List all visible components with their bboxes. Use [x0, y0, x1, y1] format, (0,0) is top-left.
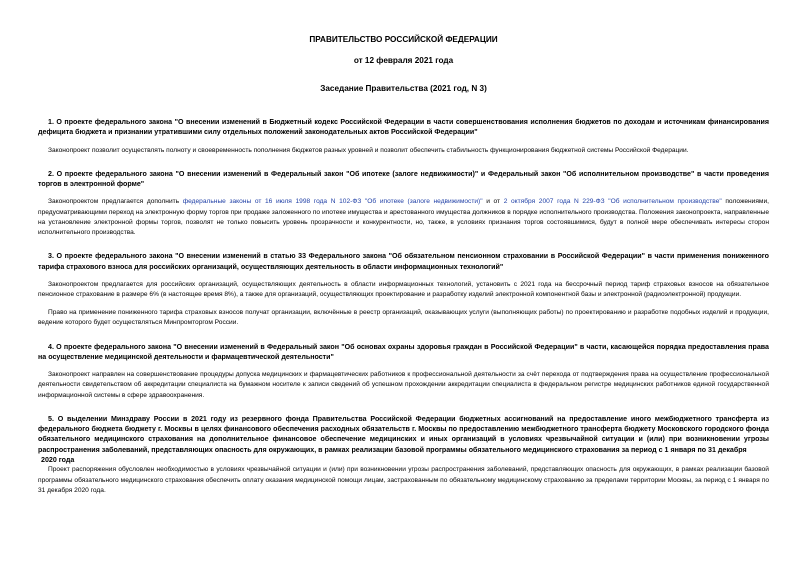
item-5-title: 5. О выделении Минздраву России в 2021 году из резервного фонда Правительства Российской Федерации бюджетных ассигнований на предоставление иного межбюджетного трансферта из федерального бюджета бюджету г. Москвы в целях финансового обеспечения расходных обязательств г. Москвы по предоставлению межбюджетного трансферта бюджету Московского городского фонда обязательного медицинского страхования на дополнительное финансовое обеспечение медицинских и иных организаций в условиях чрезвычайной ситуации и (или) при возникновении угрозы распространения заболеваний, представляющих опасность для окружающих, в рамках реализации базовой программы обязательного медицинского страхования за период с 1 января по 31 декабря: [38, 414, 769, 454]
law-link-229fz[interactable]: 2 октября 2007 года N 229-ФЗ "Об исполнительном производстве": [503, 198, 722, 206]
item-5-year: 2020 года: [41, 456, 75, 464]
law-link-102fz[interactable]: федеральные законы от 16 июля 1998 года N 102-ФЗ "Об ипотеке (залоге недвижимости)": [182, 198, 483, 206]
item-5-body: Проект распоряжения обусловлен необходимостью в условиях чрезвычайной ситуации и (или) при возникновении угрозы распространения заболеваний, представляющих опасность для окружающих, в рамках реализации базовой программы обязательного медицинского страхования обеспечить оплату оказания медицинской помощи лицам, застрахованным по обязательному медицинскому страхованию за пределами территории Москвы, за период с 1 января по 31 декабря 2020 года.: [38, 466, 769, 494]
item-4-title: 4. О проекте федерального закона "О внесении изменений в Федеральный закон "Об основах охраны здоровья граждан в Российской Федерации" в части, касающейся порядка предоставления права на осуществление медицинской деятельности и фармацевтической деятельности": [38, 342, 769, 361]
document-date: от 12 февраля 2021 года: [353, 56, 454, 65]
item-3-body-2: Право на применение пониженного тарифа страховых взносов получат организации, включённые в реестр организаций, оказывающих услуги (выполняющих работы) по проектированию и разработке подобных изделий и продукции, ведение которого будет осуществляться Минпромторгом России.: [38, 309, 769, 327]
item-1-title: 1. О проекте федерального закона "О внесении изменений в Бюджетный кодекс Российской Федерации в части совершенствования исполнения бюджетов по доходам и источникам финансирования дефицита бюджета и признании утратившими силу отдельных положений законодательных актов Российской Федерации": [38, 118, 769, 137]
item-1-body: Законопроект позволит осуществлять полноту и своевременность пополнения бюджетов разных уровней и позволит обеспечить стабильность функционирования бюджетной системы Российской Федерации.: [48, 146, 689, 154]
document-issuer: ПРАВИТЕЛЬСТВО РОССИЙСКОЙ ФЕДЕРАЦИИ: [309, 35, 498, 44]
item-3-title: 3. О проекте федерального закона "О внесении изменений в статью 33 Федерального закона "Об обязательном пенсионном страховании в Российской Федерации" в части применения пониженного тарифа страхового взноса для российских организаций, осуществляющих деятельность в области информационных технологий": [38, 252, 769, 271]
item-2-body-pre: Законопроектом предлагается дополнить: [48, 198, 183, 206]
item-3-body: Законопроектом предлагается для российских организаций, осуществляющих деятельность в области информационных технологий, установить с 2021 года на бессрочный период тариф страховых взносов на обязательное пенсионное страхование в размере 6% (в настоящее время 8%), а также для организаций, осуществляющих проектирование и разработку изделий электронной компонентной базы и электронной (радиоэлектронной) продукции.: [38, 280, 769, 298]
document-title: Заседание Правительства (2021 год, N 3): [320, 84, 487, 93]
item-2-body: [38, 197, 769, 238]
item-2-body-mid: и от: [482, 198, 504, 206]
item-2-body-post: положениями, предусматривающими переход на электронную форму торгов при продаже заложенного по ипотеке имущества и арестованного имущества должников в порядке исполнительного производства. Положения законопроекта, направленные на установление электронной формы торгов, позволят не только повысить уровень прозрачности и конкурентности, но, также, в условиях признания торгов состоявшимися, будут в полной мере обеспечивать интересы сторон исполнительного производства.: [38, 198, 769, 236]
item-2-title: 2. О проекте федерального закона "О внесении изменений в Федеральный закон "Об ипотеке (залоге недвижимости)" и Федеральный закон "Об исполнительном производстве" в части проведения торгов в электронной форме": [38, 169, 769, 189]
item-4-body: Законопроект направлен на совершенствование процедуры допуска медицинских и фармацевтических работников к профессиональной деятельности за счёт перехода от подтверждения права на осуществление профессиональной деятельности свидетельством об аккредитации специалиста на бумажном носителе к записи сведений об успешном прохождении аккредитации специалиста в федеральном регистре медицинских работников единой государственной информационной системы в сфере здравоохранения.: [38, 371, 769, 399]
